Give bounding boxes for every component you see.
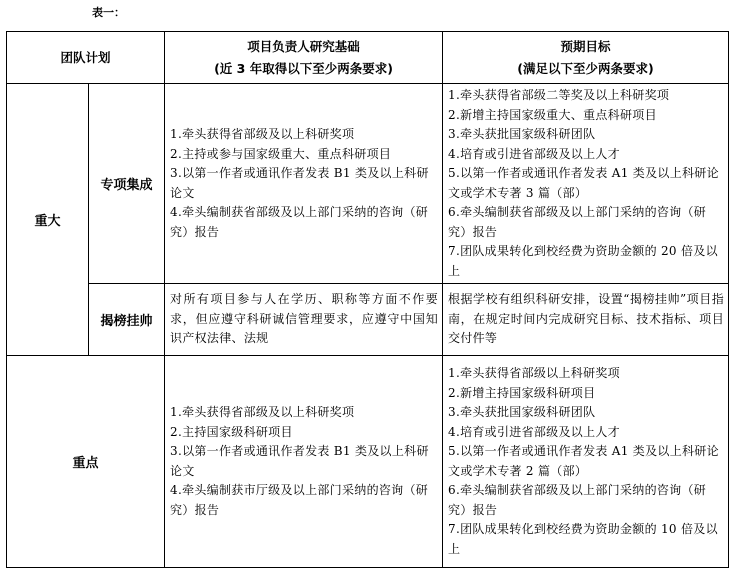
subcategory-bounty-label: 揭榜挂帅 xyxy=(100,314,153,329)
list-item: 7.团队成果转化到校经费为资助金额的 20 倍及以上 xyxy=(448,244,718,278)
list-item: 4.牵头编制获省部级及以上部门采纳的咨询（研究）报告 xyxy=(170,205,429,239)
category-key-label: 重点 xyxy=(72,456,99,471)
team-plan-table xyxy=(6,31,729,568)
basis-header-title: 项目负责人研究基础 xyxy=(247,38,360,54)
major-bounty-basis xyxy=(165,284,443,356)
key-goals xyxy=(443,356,729,568)
header-row xyxy=(7,32,729,84)
team-plan-header xyxy=(7,32,165,84)
subcategory-bounty xyxy=(89,284,165,356)
list-item: 1.牵头获得省部级及以上科研奖项 xyxy=(170,405,355,419)
table-row-key xyxy=(7,356,729,568)
major-bounty-basis-text: 对所有项目参与人在学历、职称等方面不作要求，但应遵守科研诚信管理要求，应遵守中国知识产权法律、法规 xyxy=(170,292,439,346)
key-basis xyxy=(165,356,443,568)
table-row-major-bounty xyxy=(7,284,729,356)
list-item: 2.主持或参与国家级重大、重点科研项目 xyxy=(170,146,392,161)
basis-header xyxy=(165,32,443,84)
team-plan-header-label: 团队计划 xyxy=(60,49,111,65)
major-bounty-goal xyxy=(443,284,729,356)
table-row-major-special xyxy=(7,84,729,284)
list-item: 6.牵头编制获省部级及以上部门采纳的咨询（研究）报告 xyxy=(448,483,707,517)
list-item: 7.团队成果转化到校经费为资助金额的 10 倍及以上 xyxy=(448,522,718,556)
major-special-basis xyxy=(165,84,443,284)
category-key xyxy=(7,356,165,568)
list-item: 1.牵头获得省部级以上科研奖项 xyxy=(448,366,620,380)
list-item: 5.以第一作者或通讯作者发表 A1 类及以上科研论文或学术专著 3 篇（部） xyxy=(448,166,719,200)
list-item: 5.以第一作者或通讯作者发表 A1 类及以上科研论文或学术专著 2 篇（部） xyxy=(448,444,719,478)
basis-header-subtitle: (近 3 年取得以下至少两条要求) xyxy=(214,60,393,76)
goal-header-subtitle: (满足以下至少两条要求) xyxy=(517,60,654,76)
list-item: 2.新增主持国家级科研项目 xyxy=(448,385,596,400)
list-item: 1.牵头获得省部级二等奖及以上科研奖项 xyxy=(448,88,670,102)
category-major xyxy=(7,84,89,356)
major-bounty-goal-text: 根据学校有组织科研安排，设置“揭榜挂帅”项目指南，在规定时间内完成研究目标、技术指标、项目交付件等 xyxy=(448,292,725,346)
list-item: 3.以第一作者或通讯作者发表 B1 类及以上科研论文 xyxy=(170,444,429,478)
list-item: 3.牵头获批国家级科研团队 xyxy=(448,405,596,419)
list-item: 4.培育或引进省部级及以上人才 xyxy=(448,424,620,439)
list-item: 2.主持国家级科研项目 xyxy=(170,424,293,439)
list-item: 2.新增主持国家级重大、重点科研项目 xyxy=(448,107,657,122)
subcategory-special xyxy=(89,84,165,284)
table-caption: 表一： xyxy=(92,6,125,19)
list-item: 3.以第一作者或通讯作者发表 B1 类及以上科研论文 xyxy=(170,166,429,200)
major-special-goals xyxy=(443,84,729,284)
list-item: 1.牵头获得省部级及以上科研奖项 xyxy=(170,127,355,141)
list-item: 4.培育或引进省部级及以上人才 xyxy=(448,146,620,161)
list-item: 3.牵头获批国家级科研团队 xyxy=(448,127,596,141)
list-item: 6.牵头编制获省部级及以上部门采纳的咨询（研究）报告 xyxy=(448,205,707,239)
goal-header-title: 预期目标 xyxy=(560,38,611,54)
list-item: 4.牵头编制获市厅级及以上部门采纳的咨询（研究）报告 xyxy=(170,483,429,517)
subcategory-special-label: 专项集成 xyxy=(100,178,153,193)
category-major-label: 重大 xyxy=(34,214,61,229)
goal-header xyxy=(443,32,729,84)
